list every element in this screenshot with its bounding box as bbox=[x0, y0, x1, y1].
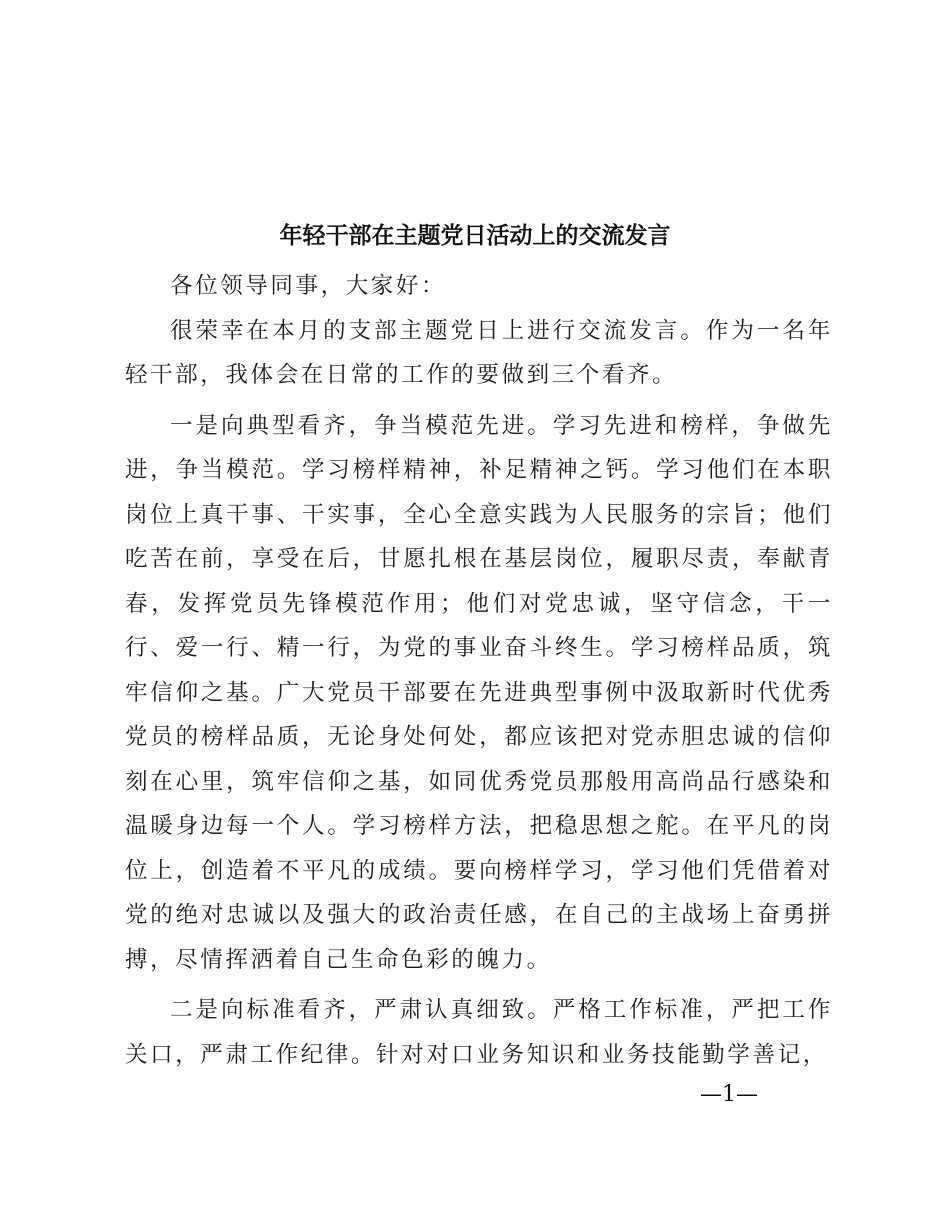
page-number: —1— bbox=[700, 1082, 758, 1107]
document-title: 年轻干部在主题党日活动上的交流发言 bbox=[279, 222, 671, 249]
greeting-paragraph: 各位领导同事，大家好： bbox=[170, 273, 447, 299]
document-body bbox=[125, 264, 833, 1077]
intro-paragraph: 很荣幸在本月的支部主题党日上进行交流发言。作为一名年轻干部，我体会在日常的工作的要做到三个看齐。 bbox=[125, 317, 833, 388]
first-point-paragraph: 一是向典型看齐，争当模范先进。学习先进和榜样，争做先进，争当模范。学习榜样精神，补足精神之钙。学习他们在本职岗位上真干事、干实事，全心全意实践为人民服务的宗旨；他们吃苦在前，享受在后，甘愿扎根在基层岗位，履职尽责，奉献青春，发挥党员先锋模范作用；他们对党忠诚，坚守信念，干一行、爱一行、精一行，为党的事业奋斗终生。学习榜样品质，筑牢信仰之基。广大党员干部要在先进典型事例中汲取新时代优秀党员的榜样品质，无论身处何处，都应该把对党赤胆忠诚的信仰刻在心里，筑牢信仰之基，如同优秀党员那般用高尚品行感染和温暖身边每一个人。学习榜样方法，把稳思想之舵。在平凡的岗位上，创造着不平凡的成绩。要向榜样学习，学习他们凭借着对党的绝对忠诚以及强大的政治责任感，在自己的主战场上奋勇拼搏，尽情挥洒着自己生命色彩的魄力。 bbox=[125, 412, 833, 973]
second-point-paragraph: 二是向标准看齐，严肃认真细致。严格工作标准，严把工作关口，严肃工作纪律。针对对口业务知识和业务技能勤学善记， bbox=[125, 997, 833, 1068]
